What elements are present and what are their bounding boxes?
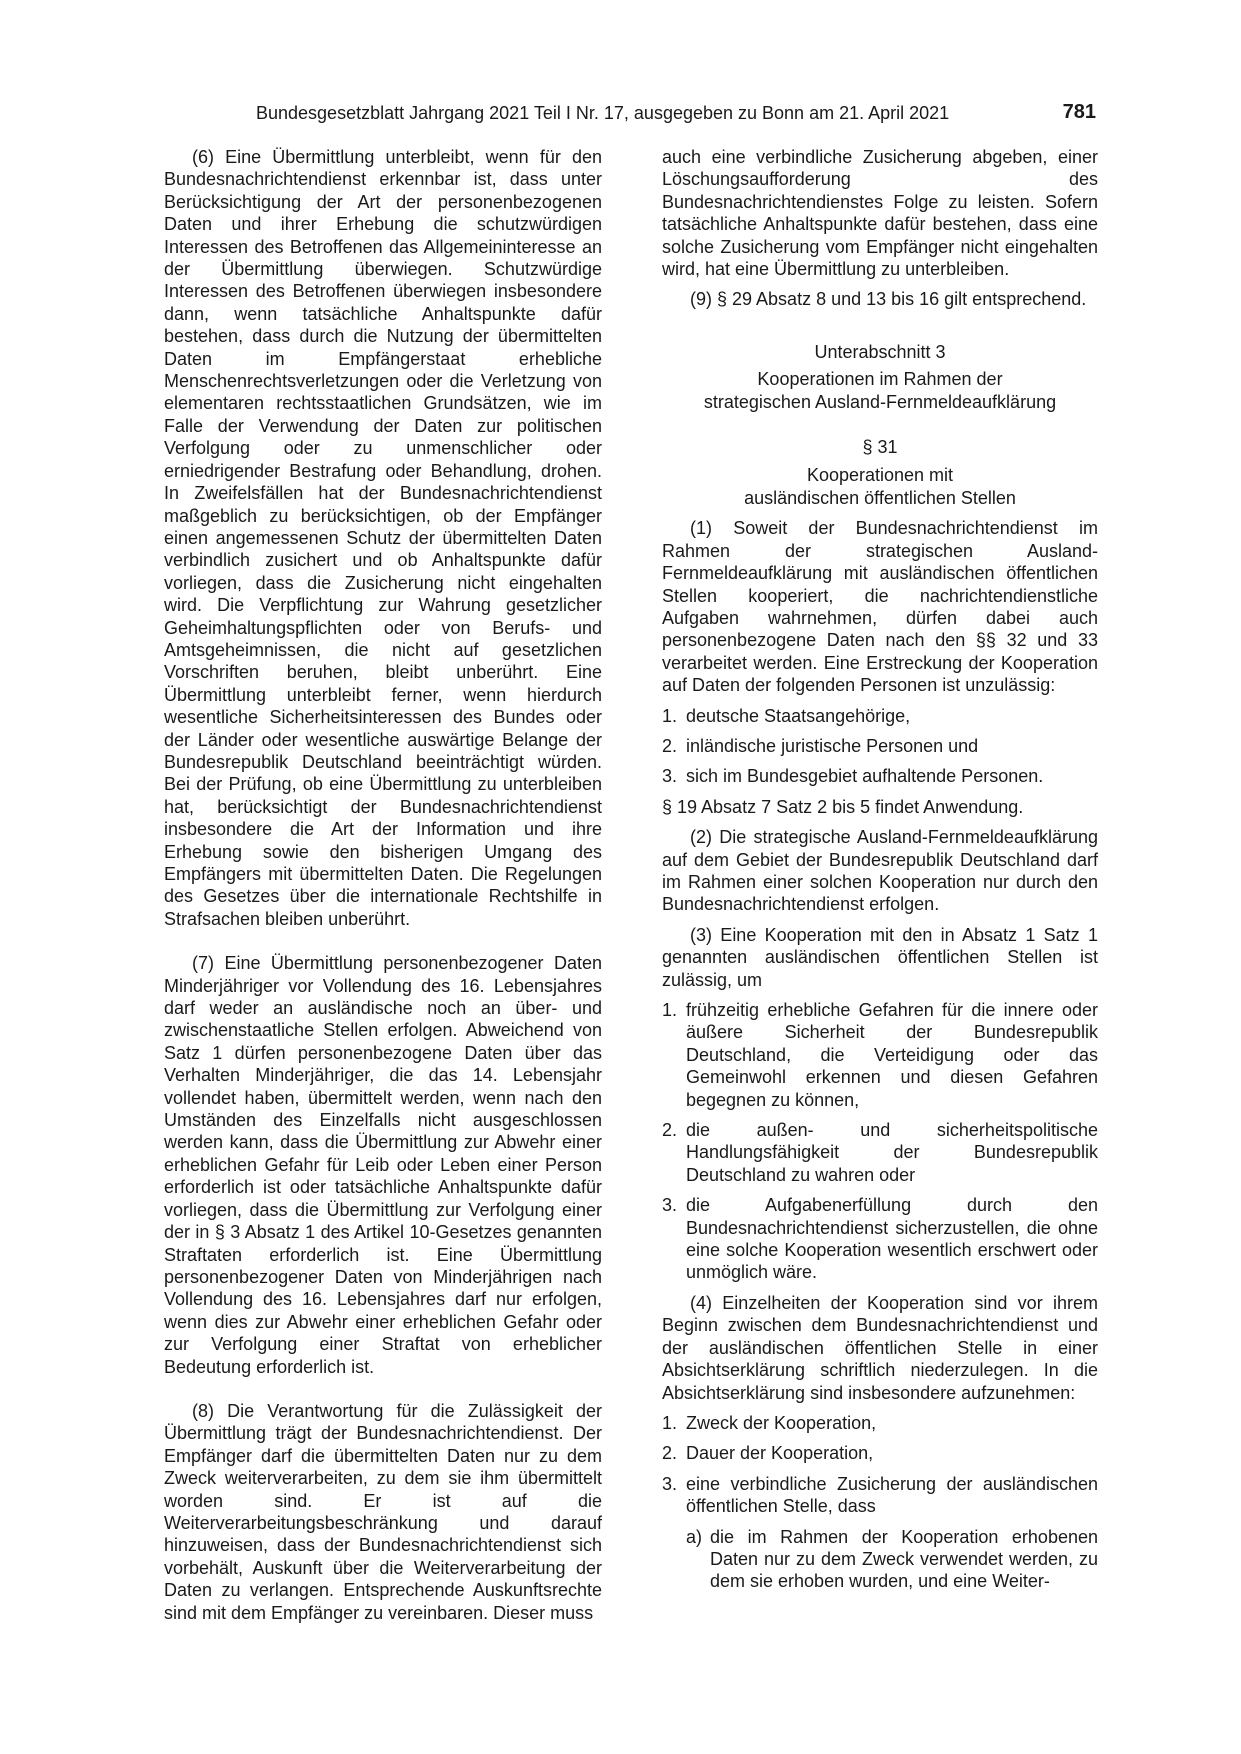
paragraph-9: (9) § 29 Absatz 8 und 13 bis 16 gilt entsprechend. [690, 289, 1087, 310]
absatz-1-tail: § 19 Absatz 7 Satz 2 bis 5 findet Anwendung. [662, 796, 1024, 817]
list-text: inländische juristische Personen und [686, 735, 979, 756]
list-item [662, 765, 1098, 787]
sub-list-text: die im Rahmen der Kooperation erhobenen Daten nur zu dem Zweck verwendet werden, zu dem sie erhoben wurden, und eine Weiter- [710, 1526, 1098, 1592]
list-text: Zweck der Kooperation, [686, 1412, 877, 1433]
absatz-3: (3) Eine Kooperation mit den in Absatz 1 Satz 1 genannten ausländischen öffentlichen Stellen ist zulässig, um [662, 924, 1098, 990]
list-item [662, 1473, 1098, 1518]
right-column [662, 146, 1098, 1593]
absatz-2: (2) Die strategische Ausland-Fernmeldeaufklärung auf dem Gebiet der Bundesrepublik Deutschland darf im Rahmen einer solchen Kooperation nur durch den Bundesnachrichtendienst erfolgen. [662, 827, 1098, 915]
list-number: 3. [662, 1195, 678, 1216]
section-title-line-2: ausländischen öffentlichen Stellen [744, 487, 1016, 508]
paragraph-7: (7) Eine Übermittlung personenbezogener Daten Minderjähriger vor Vollendung des 16. Lebensjahres darf weder an ausländische noch an über- und zwischenstaatliche Stellen erfolgen. Abweichend von Satz 1 dürfen personenbezogene Daten über das Verhalten Minderjähriger, die das 14. Lebensjahr vollendet haben, übermittelt werden, wenn nach den Umständen des Einzelfalls nicht ausgeschlossen werden kann, dass die Übermittlung zur Abwehr einer erheblichen Gefahr für Leib oder Leben einer Person erforderlich ist oder tatsächliche Anhaltspunkte dafür vorliegen, dass die Übermittlung zur Verfolgung einer der in § 3 Absatz 1 des Artikel 10-Gesetzes genannten Straftaten erforderlich ist. Eine Übermittlung personenbezogener Daten von Minderjährigen nach Vollendung des 16. Lebensjahres darf nur erfolgen, wenn dies zur Abwehr einer erheblichen Gefahr oder zur Verfolgung einer Straftat von erheblicher Bedeutung erforderlich ist. [164, 953, 602, 1377]
list-number: 1. [662, 705, 678, 726]
list-number: 2. [662, 1120, 678, 1141]
list-text: die Aufgabenerfüllung durch den Bundesnachrichtendienst sicherzustellen, die ohne eine solche Kooperation wesentlich erschwert oder unmöglich wäre. [686, 1195, 1098, 1283]
list-number: 1. [662, 1412, 678, 1433]
list-item [662, 1442, 1098, 1464]
left-column [164, 146, 602, 1624]
list-number: 3. [662, 766, 678, 787]
list-text: eine verbindliche Zusicherung der ausländischen öffentlichen Stelle, dass [686, 1473, 1098, 1517]
list-number: 1. [662, 1000, 678, 1020]
list-item [662, 705, 1098, 727]
section-title-line-1: Kooperationen mit [806, 465, 954, 486]
list-number: 3. [662, 1473, 678, 1494]
running-header: Bundesgesetzblatt Jahrgang 2021 Teil I Nr. 17, ausgegeben zu Bonn am 21. April 2021 [256, 103, 950, 123]
list-text: deutsche Staatsangehörige, [686, 705, 911, 726]
paragraph-8-continued: auch eine verbindliche Zusicherung abgeben, einer Löschungsaufforderung des Bundesnachrichtendienstes Folge zu leisten. Sofern tatsächliche Anhaltspunkte dafür bestehen, dass eine solche Zusicherung vom Empfänger nicht eingehalten wird, hat eine Übermittlung zu unterbleiben. [662, 147, 1098, 280]
subsection-title-line-1: Kooperationen im Rahmen der [757, 369, 1003, 390]
list-text: frühzeitig erhebliche Gefahren für die innere oder äußere Sicherheit der Bundesrepublik Deutschland, die Verteidigung oder das Gemeinwohl erkennen und diesen Gefahren begegnen zu können, [686, 1000, 1098, 1110]
section-number: § 31 [862, 437, 898, 458]
list-item [662, 999, 1098, 1111]
absatz-1: (1) Soweit der Bundesnachrichtendienst im Rahmen der strategischen Ausland-Fernmeldeaufklärung mit ausländischen öffentlichen Stellen kooperiert, die nachrichtendienstliche Aufgaben wahrnehmen, dürfen dabei auch personenbezogene Daten nach den §§ 32 und 33 verarbeitet werden. Eine Erstreckung der Kooperation auf Daten der folgenden Personen ist unzulässig: [662, 518, 1098, 696]
list-text: Dauer der Kooperation, [686, 1443, 874, 1464]
subsection-label: Unterabschnitt 3 [814, 341, 946, 362]
list-number: 2. [662, 735, 678, 756]
paragraph-6: (6) Eine Übermittlung unterbleibt, wenn für den Bundesnachrichtendienst erkennbar ist, dass unter Berücksichtigung der Art der personenbezogenen Daten und ihrer Erhebung die schutzwürdigen Interessen des Betroffenen das Allgemeininteresse an der Übermittlung überwiegen. Schutzwürdige Interessen des Betroffenen überwiegen insbesondere dann, wenn tatsächliche Anhaltspunkte dafür bestehen, dass durch die Nutzung der übermittelten Daten im Empfängerstaat erhebliche Menschenrechtsverletzungen oder die Verletzung von elementaren rechtsstaatlichen Grundsätzen, wie im Falle der Verwendung der Daten zur politischen Verfolgung oder zu unmenschlicher oder erniedrigender Bestrafung oder Behandlung, drohen. In Zweifelsfällen hat der Bundesnachrichtendienst maßgeblich zu berücksichtigen, ob der Empfänger einen angemessenen Schutz der übermittelten Daten verbindlich zusichert und ob Anhaltspunkte dafür vorliegen, dass die Zusicherung nicht eingehalten wird. Die Verpflichtung zur Wahrung gesetzlicher Geheimhaltungspflichten oder von Berufs- und Amtsgeheimnissen, die nicht auf gesetzlichen Vorschriften beruhen, bleibt unberührt. Eine Übermittlung unterbleibt ferner, wenn hierdurch wesentliche Sicherheitsinteressen des Bundes oder der Länder oder wesentliche auswärtige Belange der Bundesrepublik Deutschland beeinträchtigt würden. Bei der Prüfung, ob eine Übermittlung zu unterbleiben hat, berücksichtigt der Bundesnachrichtendienst insbesondere die Art der Information und ihre Erhebung sowie den bisherigen Umgang des Empfängers mit übermittelten Daten. Die Regelungen des Gesetzes über die internationale Rechtshilfe in Strafsachen bleiben unberührt. [164, 147, 602, 929]
list-item [662, 1119, 1098, 1186]
absatz-4: (4) Einzelheiten der Kooperation sind vor ihrem Beginn zwischen dem Bundesnachrichtendienst und der ausländischen öffentlichen Stelle in einer Absichtserklärung schriftlich niederzulegen. In die Absichtserklärung sind insbesondere aufzunehmen: [662, 1292, 1098, 1403]
list-item [662, 1194, 1098, 1284]
sub-list-letter: a) [686, 1526, 703, 1547]
list-number: 2. [662, 1443, 678, 1464]
list-item [662, 735, 1098, 757]
list-text: die außen- und sicherheitspolitische Handlungsfähigkeit der Bundesrepublik Deutschland zu wahren oder [686, 1120, 1098, 1185]
list-text: sich im Bundesgebiet aufhaltende Personen. [686, 766, 1044, 787]
subsection-title-line-2: strategischen Ausland-Fernmeldeaufklärung [703, 391, 1057, 412]
page-header [164, 100, 1096, 130]
paragraph-8: (8) Die Verantwortung für die Zulässigkeit der Übermittlung trägt der Bundesnachrichtendienst. Der Empfänger darf die übermittelten Daten nur zu dem Zweck weiterverarbeiten, zu dem sie ihm übermittelt worden sind. Er ist auf die Weiterverarbeitungsbeschränkung und darauf hinzuweisen, dass der Bundesnachrichtendienst sich vorbehält, Auskunft über die Weiterverarbeitung der Daten zu verlangen. Entsprechende Auskunftsrechte sind mit dem Empfänger zu vereinbaren. Dieser muss [164, 1400, 602, 1623]
page-number: 781 [1062, 101, 1096, 123]
sub-list-item [662, 1526, 1098, 1593]
list-item [662, 1412, 1098, 1434]
